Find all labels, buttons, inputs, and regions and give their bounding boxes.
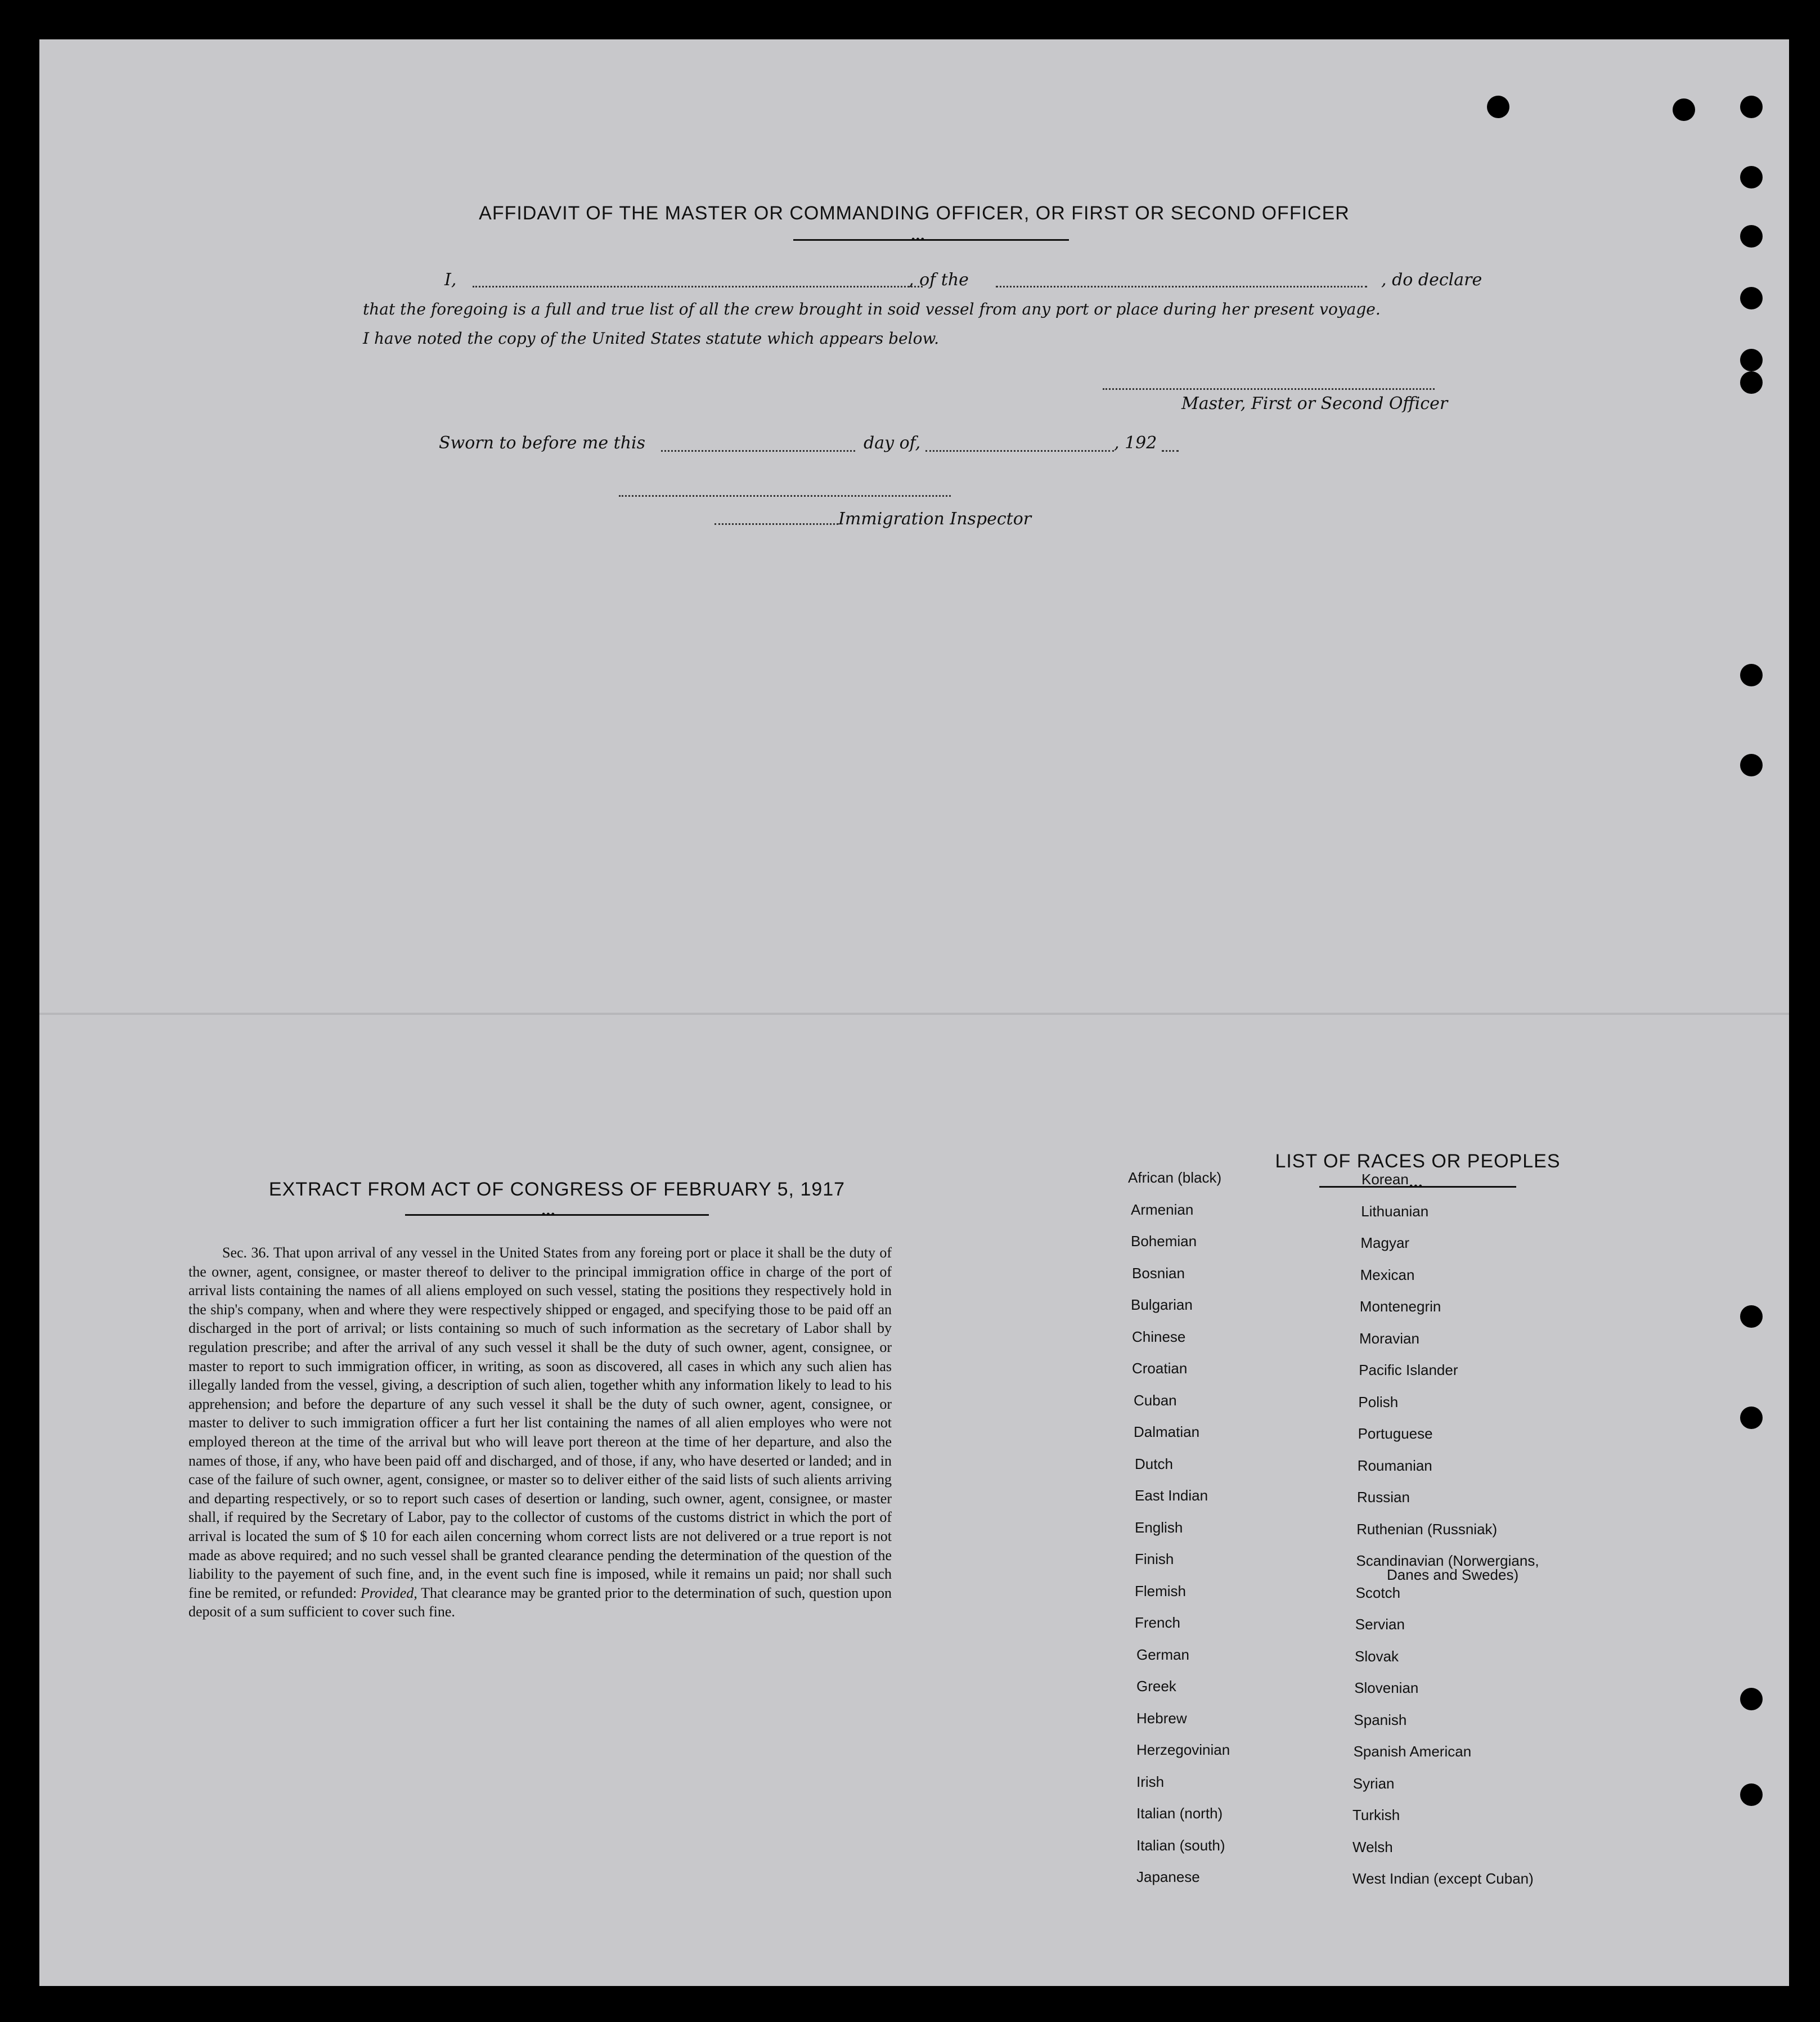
race-item: Cuban [1134, 1391, 1177, 1409]
sworn-day-line [661, 450, 855, 452]
punch-hole [1740, 1688, 1763, 1710]
races-title: LIST OF RACES OR PEOPLES [1275, 1151, 1561, 1172]
race-item: Danes and Swedes) [1387, 1566, 1519, 1583]
race-item: Slovak [1355, 1647, 1399, 1665]
race-item: English [1135, 1518, 1183, 1536]
race-item: Russian [1357, 1489, 1410, 1506]
race-item: Dutch [1135, 1455, 1173, 1472]
race-item: Spanish [1354, 1711, 1407, 1728]
race-item: Welsh [1352, 1838, 1393, 1855]
race-item: Portuguese [1358, 1425, 1433, 1442]
punch-hole [1740, 1305, 1763, 1328]
sworn-month-line [925, 450, 1114, 452]
race-item: East Indian [1135, 1487, 1208, 1504]
punch-hole [1740, 349, 1763, 371]
punch-hole [1740, 1407, 1763, 1429]
inspector-label: Immigration Inspector [838, 509, 1032, 529]
race-item: German [1136, 1646, 1189, 1663]
race-item: African (black) [1128, 1169, 1222, 1186]
day-of-label: day of, [864, 433, 921, 453]
race-item: Bulgarian [1131, 1296, 1193, 1313]
extract-ornament [405, 1214, 709, 1216]
race-item: Turkish [1352, 1807, 1400, 1823]
race-item: Flemish [1135, 1582, 1187, 1599]
extract-section: Sec. 36. [222, 1244, 269, 1261]
race-item: West Indian (except Cuban) [1352, 1870, 1534, 1887]
affidavit-of-the-label: , of the [909, 270, 969, 290]
race-item: Scotch [1355, 1584, 1401, 1601]
race-item: Syrian [1352, 1774, 1395, 1792]
punch-hole [1740, 96, 1763, 118]
race-item: Finish [1135, 1551, 1174, 1567]
race-item: Italian (north) [1136, 1805, 1223, 1822]
sworn-label: Sworn to before me this [439, 433, 646, 453]
master-signature-label: Master, First or Second Officer [1181, 394, 1448, 414]
extract-body [188, 1243, 892, 1621]
punch-hole [1740, 225, 1763, 248]
document-page [39, 39, 1789, 1986]
race-item: Korean [1361, 1171, 1409, 1188]
race-item: Servian [1355, 1616, 1405, 1633]
race-item: Chinese [1132, 1328, 1186, 1345]
affidavit-title: AFFIDAVIT OF THE MASTER OR COMMANDING OFFICER, OR FIRST OR SECOND OFFICER [479, 203, 1350, 224]
race-item: Polish [1358, 1393, 1399, 1410]
punch-hole [1740, 371, 1763, 394]
punch-hole [1673, 98, 1695, 121]
race-item: Mexican [1360, 1266, 1415, 1283]
race-item: Pacific Islander [1359, 1362, 1458, 1378]
races-ornament-dots: ••• [1409, 1180, 1423, 1192]
punch-hole [1740, 664, 1763, 686]
punch-hole [1740, 287, 1763, 309]
race-item: French [1135, 1614, 1180, 1631]
extract-text-end: That clearance may be granted prior to the determination of such, question upon deposit of a sum sufficient to cover such fine. [188, 1584, 892, 1620]
extract-provided: Provided, [360, 1584, 417, 1601]
race-item: Italian (south) [1136, 1836, 1225, 1854]
race-item: Moravian [1359, 1329, 1419, 1347]
extract-ornament-dots: ••• [542, 1208, 556, 1220]
year-label: , 192 [1114, 433, 1157, 453]
affidavit-line-2: that the foregoing is a full and true list of all the crew brought in soid vessel from any port or place during her present voyage. [363, 300, 1381, 318]
race-item: Bosnian [1132, 1264, 1185, 1282]
punch-hole [1487, 96, 1509, 118]
race-item: Dalmatian [1134, 1423, 1200, 1440]
race-item: Japanese [1136, 1868, 1200, 1885]
title-ornament-dots: ••• [911, 233, 925, 245]
race-item: Irish [1136, 1773, 1165, 1790]
race-item: Greek [1136, 1678, 1176, 1695]
year-field-line [1162, 450, 1179, 452]
race-item: Herzegovinian [1136, 1741, 1230, 1758]
title-ornament [793, 239, 1069, 241]
extract-text: That upon arrival of any vessel in the United States from any foreing port or place it shall be the duty of the owner, agent, consignee, or master thereof to deliver to the principal immigration office in charge of the port of arrival lists containing the names of all aliens employed on such vessel, stating the positions they respectively hold in the ship's company, when and where they were respectively shipped or engaged, and specifying those to be paid off an discharged in the port of arrival; or lists containing so much of such information as the secretary of Labor shall by regulation prescribe; and after the arrival of any such vessel it shall be the duty of such owner, agent, consignee, or master to report to such immigration officer, in writing, as soon as discovered, all cases in which any such alien has illegally landed from the vessel, giving, a description of such alien, together whith any information likely to lead to his apprehension; and before the departure of any such vessel it shall be the duty of such owner, agent, consignee, or master to deliver to such immigration officer a furt her list containing the names of all alien employes who were not employed thereon at the time of the arrival but who will leave port thereon at the time of her departure, and also the names of those, if any, who have been paid off and discharged, and of those, if any, who have deserted or landed; and in case of the failure of such owner, agent, consignee, or master so to deliver either of the said lists of such alients arriving and departing respectively, or so to report such cases of desertion or landing, such owner, agent, consignee, or master shall, if required by the Secretary of Labor, pay to the collector of customs of the customs district in which the port of arrival is located the sum of $ 10 for each ailen concerning whom correct lists are not delivered or a true report is not made as above required; and no such vessel shall be granted clearance pending the determination of the question of the liability to the payement of such fine, and, in the event such fine is imposed, while it remains un paid; nor shall such fine be remited, or refunded: [188, 1244, 892, 1601]
fold-line [39, 1013, 1789, 1015]
race-item: Ruthenian (Russniak) [1356, 1520, 1498, 1538]
race-item: Magyar [1360, 1234, 1410, 1251]
race-item: Croatian [1132, 1360, 1188, 1377]
race-item: Hebrew [1136, 1709, 1187, 1727]
vessel-field-line [996, 286, 1367, 287]
race-item: Montenegrin [1359, 1298, 1441, 1315]
race-item: Bohemian [1131, 1233, 1197, 1250]
extract-title: EXTRACT FROM ACT OF CONGRESS OF FEBRUARY 5, 1917 [268, 1179, 846, 1200]
affidavit-i-label: I, [444, 270, 457, 290]
name-field-line [473, 286, 923, 287]
punch-hole [1740, 166, 1763, 188]
punch-hole [1740, 754, 1763, 776]
race-item: Slovenian [1354, 1679, 1419, 1696]
race-item: Armenian [1131, 1201, 1194, 1218]
master-signature-line [1103, 388, 1435, 390]
race-item: Spanish American [1353, 1743, 1472, 1760]
inspector-name-line [714, 523, 838, 525]
race-item: Roumanian [1357, 1457, 1432, 1474]
affidavit-line-3: I have noted the copy of the United States statute which appears below. [363, 329, 939, 348]
affidavit-declare-label: , do declare [1381, 270, 1482, 290]
punch-hole [1740, 1783, 1763, 1806]
race-item: Scandinavian (Norwergians, [1356, 1552, 1539, 1569]
race-item: Lithuanian [1361, 1202, 1429, 1220]
inspector-signature-line [619, 495, 951, 497]
